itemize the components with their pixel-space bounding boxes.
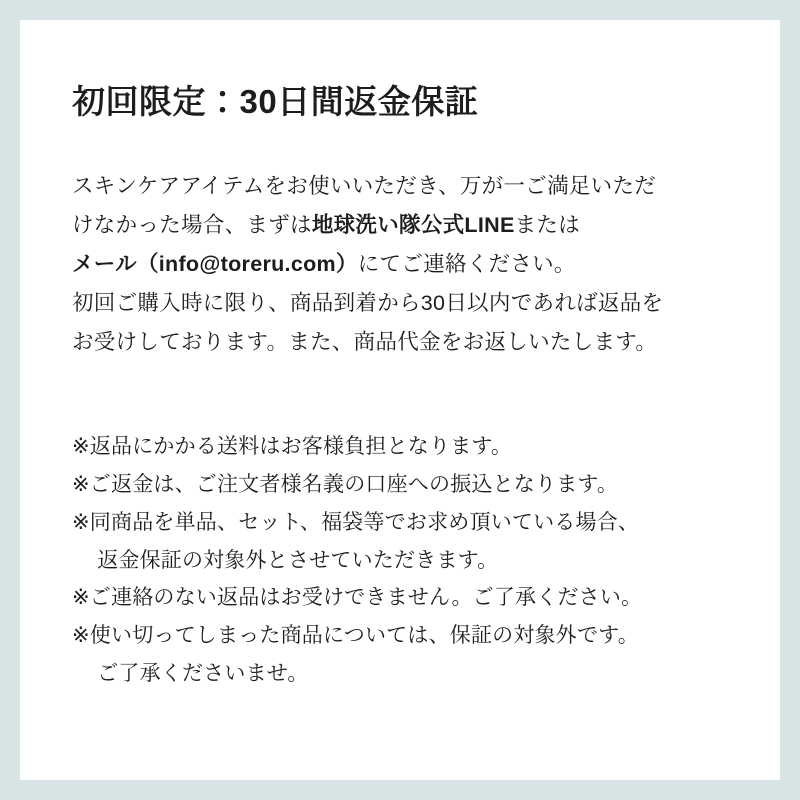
intro-line-3-suffix: にてご連絡ください。 [357, 251, 576, 276]
note-item: ※ご連絡のない返品はお受けできません。ご了承ください。 [72, 586, 643, 610]
intro-line-4: 初回ご購入時に限り、商品到着から30日以内であれば返品を [72, 290, 664, 315]
note-item-continuation: ご了承くださいませ。 [97, 661, 309, 685]
email-emphasis: メール（info@toreru.com） [72, 251, 358, 276]
note-item: ※返品にかかる送料はお客様負担となります。 [72, 435, 513, 459]
intro-line-2 [72, 206, 728, 245]
intro-line-1: スキンケアアイテムをお使いいただき、万が一ご満足いただ [72, 173, 657, 198]
page-title: 初回限定：30日間返金保証 [72, 83, 479, 120]
official-line-emphasis: 地球洗い隊公式LINE [311, 212, 515, 237]
intro-paragraph [72, 167, 728, 363]
intro-line-2-suffix: または [514, 212, 580, 237]
note-item: ※使い切ってしまった商品については、保証の対象外です。 [72, 624, 639, 648]
note-item: ※ご返金は、ご注文者様名義の口座への振込となります。 [72, 472, 619, 496]
intro-line-5: お受けしております。また、商品代金をお返しいたします。 [72, 330, 658, 355]
guarantee-card [20, 20, 780, 780]
note-item-continuation: 返金保証の対象外とさせていただきます。 [97, 548, 499, 572]
note-item: ※同商品を単品、セット、福袋等でお求め頂いている場合、 [72, 510, 640, 534]
notes-list [72, 428, 728, 693]
intro-line-3 [72, 245, 728, 284]
intro-line-2-prefix: けなかった場合、まずは [72, 212, 312, 237]
